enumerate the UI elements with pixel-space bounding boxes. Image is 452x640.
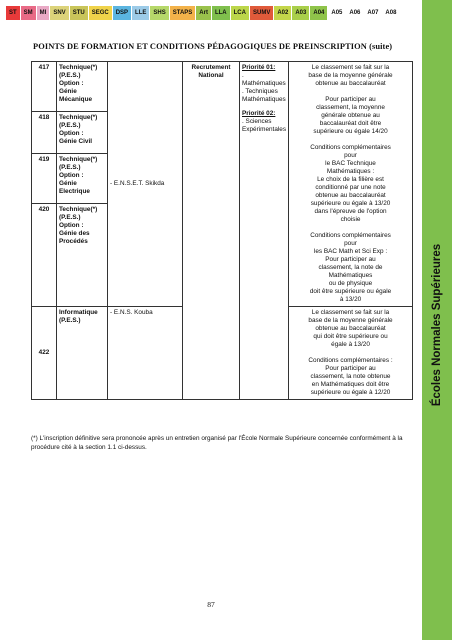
name-line: Technique(*) [59,64,98,71]
nav-tab-sumv[interactable]: SUMV [250,6,273,20]
page-number: 87 [207,600,215,609]
name-line: Procédés [59,238,88,245]
condition-line: à 13/20 [339,296,362,303]
condition-line: classement, la moyenne [316,104,385,111]
name-line: Option : [59,171,84,179]
condition-line: générale obtenue au [321,112,380,119]
condition-line: obtenue au baccalauréat [315,325,386,332]
row-code: 417 [32,62,57,112]
condition-line: base de la moyenne générale [308,72,393,79]
condition-line: classement, la note obtenue [310,373,391,380]
name-line: (P.E.S.) [59,72,81,79]
nav-tab-shs[interactable]: SHS [150,6,168,20]
condition-line: Conditions complémentaires [310,232,391,239]
name-line: Option : [59,80,84,87]
institution-name: - E.N.S.E.T. Skikda [110,180,165,187]
condition-line: ou de physique [328,280,373,287]
condition-line: baccalauréat doit être [319,120,382,127]
name-line: (P.E.S.) [59,317,81,324]
name-line: Mécanique [59,96,93,103]
name-line: Technique(*) [59,155,98,163]
nav-tab-staps[interactable]: STAPS [170,6,196,20]
table-row [32,62,413,112]
condition-line: obtenue au baccalauréat [315,80,386,87]
priority-2-label: Priorité 02: [242,110,276,117]
condition-line: égale à 13/20 [331,341,370,348]
name-line: Informatique [59,309,98,316]
nav-tab-lle[interactable]: LLE [132,6,149,20]
row-code: 420 [32,204,57,307]
priority-item: Mathématiques [242,96,286,103]
condition-line: Pour participer au [325,96,376,103]
spacer [291,136,410,144]
condition-line: supérieure ou égale à 12/20 [310,389,391,396]
name-line: Technique(*) [59,206,98,213]
condition-line: obtenue au baccalauréat [315,192,386,199]
row-name [57,307,108,400]
nav-tab-mi[interactable]: MI [37,6,50,20]
name-line: Génie des [59,230,90,237]
page-title: POINTS DE FORMATION ET CONDITIONS PÉDAGOGIQUES DE PREINSCRIPTION (suite) [33,42,393,51]
name-line: Technique(*) [59,114,98,122]
row-name [57,153,108,203]
condition-line: conditionné par une note [315,184,386,191]
nav-tab-st[interactable]: ST [6,6,20,20]
nav-tab-a04[interactable]: A04 [310,6,327,20]
priority-item: . Sciences [242,118,272,125]
nav-tab-art[interactable]: Art [196,6,211,20]
section-sidebar-label: Écoles Normales Supérieures [431,243,444,407]
spacer [291,349,410,357]
condition-line: supérieure ou égale à 13/20 [310,200,391,207]
conditions-cell [289,307,413,400]
condition-line: pour [344,240,357,247]
spacer [291,224,410,232]
condition-line: Le choix de la filière est [317,176,384,183]
priority-1-label: Priorité 01: [242,64,276,71]
condition-line: Le classement se fait sur la [311,309,390,316]
condition-line: en Mathématiques doit être [311,381,390,388]
condition-line: base de la moyenne générale [308,317,393,324]
condition-line: Le classement se fait sur la [311,64,390,71]
condition-line: choisie [340,216,361,223]
condition-line: supérieure ou égale 14/20 [313,128,388,135]
nav-tab-sm[interactable]: SM [21,6,36,20]
name-line: Génie [59,179,77,187]
condition-line: classement, la note de [318,264,383,271]
nav-tab-a05[interactable]: A05 [328,6,345,20]
institution-cell [108,307,183,400]
row-code: 422 [32,307,57,400]
nav-tab-lla[interactable]: LLA [212,6,230,20]
condition-line: qui doit être supérieure ou [313,333,388,340]
section-sidebar-label-wrap [422,200,452,450]
nav-tab-a03[interactable]: A03 [292,6,309,20]
priority-item: Expérimentales [242,126,287,133]
recruitment-line: Recrutement [191,64,231,71]
name-line: (P.E.S.) [59,163,81,171]
institution-name: - E.N.S. Kouba [110,309,153,316]
nav-tab-a08[interactable]: A08 [382,6,399,20]
priority-item: . Techniques [242,88,278,95]
row-code: 419 [32,153,57,203]
name-line: Option : [59,130,84,138]
condition-line: Mathématiques [328,272,373,279]
condition-line: Mathématiques : [326,168,375,175]
nav-tab-a06[interactable]: A06 [346,6,363,20]
name-line: Génie [59,88,77,95]
recruitment-cell [183,62,240,400]
row-name [57,112,108,153]
condition-line: doit être supérieure ou égale [309,288,392,295]
condition-line: les BAC Math et Sci Exp : [313,248,388,255]
priority-cell [240,62,289,400]
name-line: Génie Civil [59,138,93,146]
nav-tab-stu[interactable]: STU [70,6,88,20]
recruitment-line: National [198,72,224,79]
spacer [291,88,410,96]
nav-tab-a02[interactable]: A02 [274,6,291,20]
nav-tab-a07[interactable]: A07 [364,6,381,20]
nav-tab-segc[interactable]: SEGC [89,6,112,20]
nav-tab-lca[interactable]: LCA [231,6,249,20]
condition-line: le BAC Technique [325,160,376,167]
condition-line: Pour participer au [325,365,376,372]
condition-line: pour [344,152,357,159]
row-name [57,204,108,307]
condition-line: Pour participer au [325,256,376,263]
conditions-cell [289,62,413,307]
name-line: Electrique [59,187,90,195]
nav-tab-snv[interactable]: SNV [50,6,68,20]
condition-line: dans l'épreuve de l'option [314,208,387,215]
institution-cell [108,62,183,307]
priority-item: . Mathématiques [242,72,286,87]
program-nav-bar [6,6,420,20]
name-line: (P.E.S.) [59,122,81,130]
name-line: Option : [59,222,84,229]
footnote: (*) L'inscription définitive sera prononcée après un entretien organisé par l'École Normale Supérieure concernée conformément à la procédure cité à la section 1.1 ci-dessus. [31,435,403,451]
condition-line: Conditions complémentaires : [308,357,393,364]
condition-line: Conditions complémentaires [310,144,391,151]
row-name [57,62,108,112]
formation-table [31,61,413,400]
row-code: 418 [32,112,57,153]
name-line: (P.E.S.) [59,214,81,221]
nav-tab-dsp[interactable]: DSP [113,6,131,20]
